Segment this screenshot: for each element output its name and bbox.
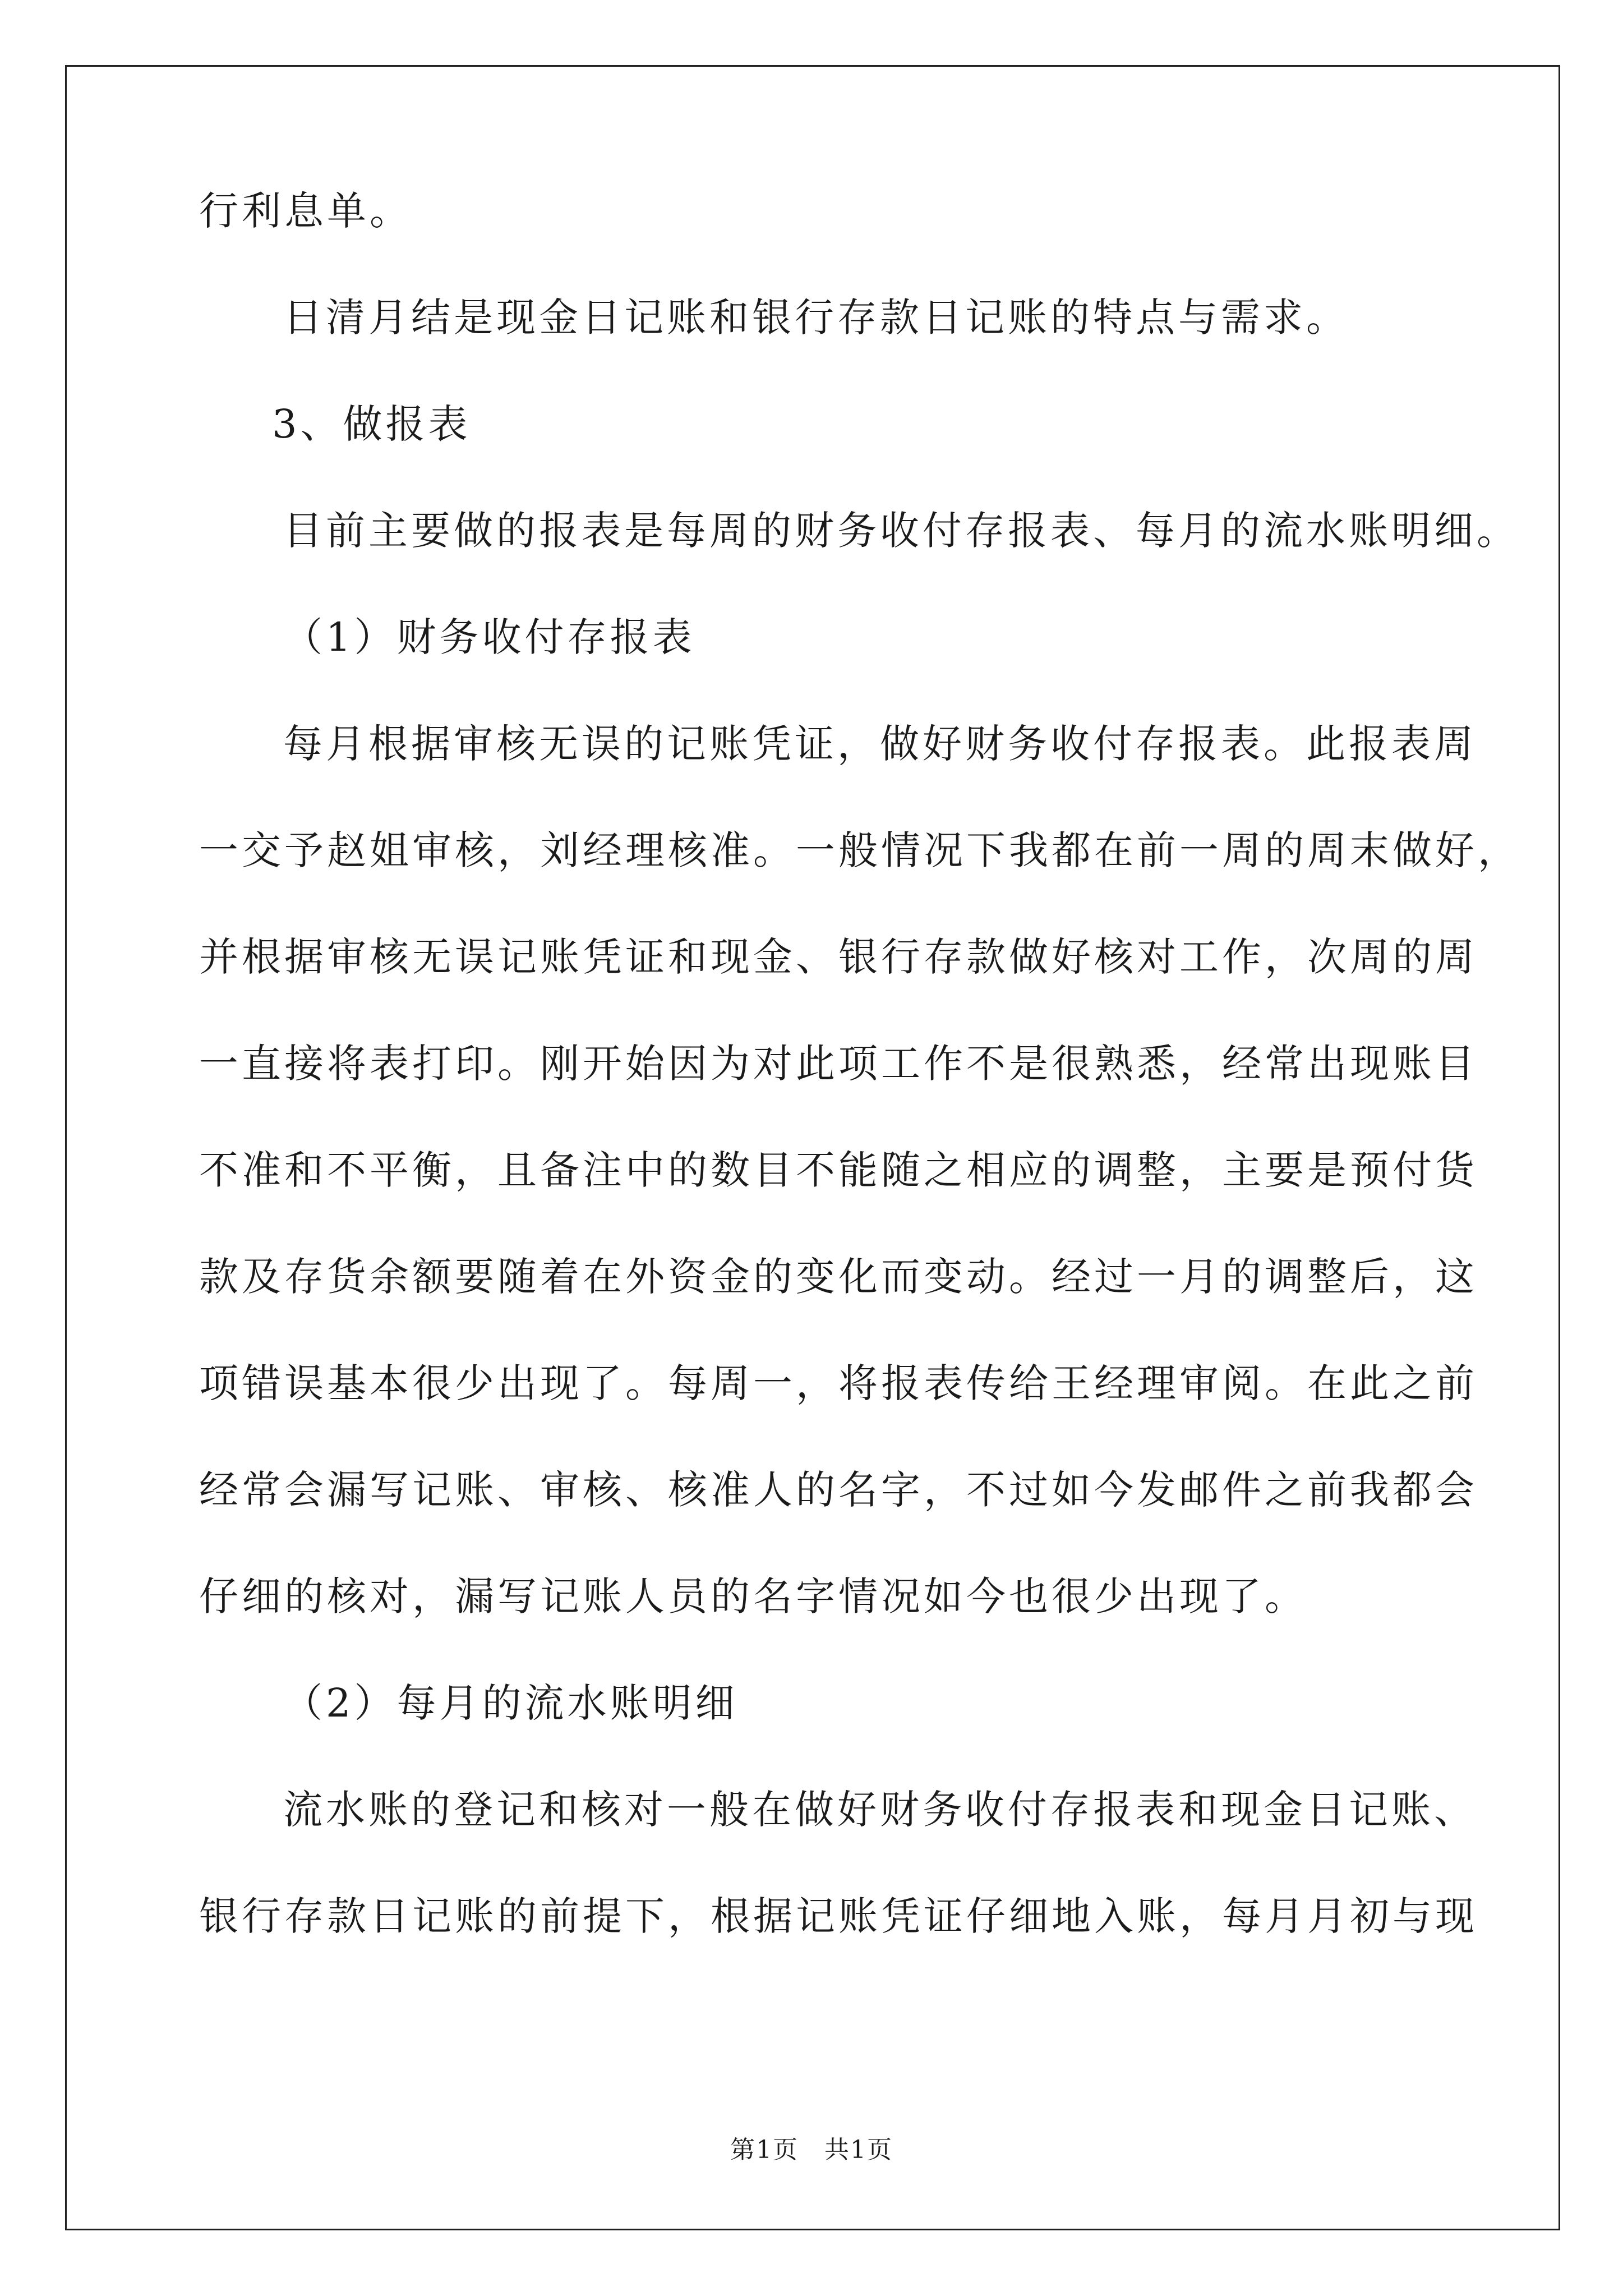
text-line: 项错误基本很少出现了。每周一，将报表传给王经理审阅。在此之前 — [199, 1360, 1478, 1406]
text-line: 一直接将表打印。刚开始因为对此项工作不是很熟悉，经常出现账目 — [199, 1041, 1478, 1087]
text-line: 并根据审核无误记账凭证和现金、银行存款做好核对工作，次周的周 — [199, 934, 1478, 980]
text-line: 一交予赵姐审核，刘经理核准。一般情况下我都在前一周的周末做好， — [199, 827, 1520, 873]
text-line: 日清月结是现金日记账和银行存款日记账的特点与需求。 — [283, 295, 1349, 341]
text-line: 目前主要做的报表是每周的财务收付存报表、每月的流水账明细。 — [283, 508, 1519, 554]
text-line: 款及存货余额要随着在外资金的变化而变动。经过一月的调整后，这 — [199, 1254, 1478, 1300]
section-heading: 3、做报表 — [272, 401, 471, 447]
page-number-footer: 第1页 共1页 — [730, 2136, 893, 2164]
text-line: 行利息单。 — [199, 188, 412, 234]
text-line: 每月根据审核无误的记账凭证，做好财务收付存报表。此报表周 — [283, 721, 1477, 767]
subsection-heading: （1）财务收付存报表 — [283, 614, 695, 660]
subsection-heading: （2）每月的流水账明细 — [283, 1680, 738, 1726]
text-line: 流水账的登记和核对一般在做好财务收付存报表和现金日记账、 — [283, 1787, 1477, 1833]
text-line: 银行存款日记账的前提下，根据记账凭证仔细地入账，每月月初与现 — [199, 1893, 1478, 1939]
text-line: 不准和不平衡，且备注中的数目不能随之相应的调整，主要是预付货 — [199, 1147, 1478, 1193]
text-line: 经常会漏写记账、审核、核准人的名字，不过如今发邮件之前我都会 — [199, 1467, 1478, 1513]
text-line: 仔细的核对，漏写记账人员的名字情况如今也很少出现了。 — [199, 1573, 1307, 1619]
